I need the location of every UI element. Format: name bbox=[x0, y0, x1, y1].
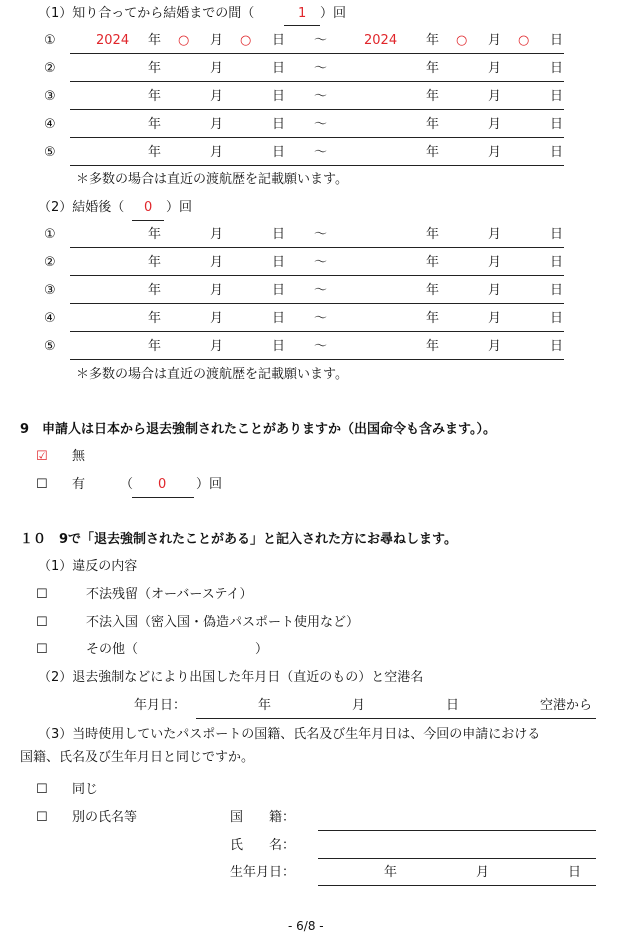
note-1: ＊多数の場合は直近の渡航歴を記載願います。 bbox=[76, 172, 348, 187]
violation-other-checkbox[interactable]: ☐ bbox=[36, 642, 48, 657]
row-number: ① bbox=[44, 227, 56, 242]
to-month-value[interactable]: ○ bbox=[456, 33, 468, 48]
passport-question-line2: 国籍、氏名及び生年月日と同じですか。 bbox=[20, 750, 255, 765]
from-day-unit: 日 bbox=[272, 227, 286, 242]
travel-row bbox=[0, 111, 627, 139]
row-underline[interactable] bbox=[70, 165, 564, 166]
from-month-unit: 月 bbox=[210, 117, 224, 132]
deport-paren-open: （ bbox=[120, 477, 134, 492]
to-year-value[interactable]: 2024 bbox=[364, 33, 398, 48]
row-number: ② bbox=[44, 255, 56, 270]
from-year-unit: 年 bbox=[148, 311, 162, 326]
from-month-unit: 月 bbox=[210, 339, 224, 354]
departure-month-unit: 月 bbox=[352, 698, 366, 713]
violation-illegal-entry-label: 不法入国（密入国・偽造パスポート使用など） bbox=[86, 615, 360, 630]
to-year-unit: 年 bbox=[426, 311, 440, 326]
range-tilde: 〜 bbox=[314, 61, 328, 76]
to-month-unit: 月 bbox=[488, 61, 502, 76]
row-underline[interactable] bbox=[70, 247, 564, 248]
row-number: ① bbox=[44, 33, 56, 48]
dob-day-unit: 日 bbox=[568, 865, 582, 880]
violation-heading: （1）違反の内容 bbox=[38, 559, 138, 574]
row-number: ④ bbox=[44, 117, 56, 132]
from-month-unit: 月 bbox=[210, 227, 224, 242]
to-month-unit: 月 bbox=[488, 145, 502, 160]
travel-row bbox=[0, 83, 627, 111]
travel-row bbox=[0, 305, 627, 333]
travel-row bbox=[0, 55, 627, 83]
q1-suffix: ）回 bbox=[320, 6, 347, 21]
q1-count[interactable]: 1 bbox=[298, 6, 307, 21]
from-day-unit: 日 bbox=[272, 339, 286, 354]
from-month-unit: 月 bbox=[210, 33, 224, 48]
from-year-unit: 年 bbox=[148, 339, 162, 354]
range-tilde: 〜 bbox=[314, 117, 328, 132]
row-number: ② bbox=[44, 61, 56, 76]
to-month-unit: 月 bbox=[488, 283, 502, 298]
from-month-unit: 月 bbox=[210, 145, 224, 160]
travel-row bbox=[0, 277, 627, 305]
to-month-unit: 月 bbox=[488, 255, 502, 270]
violation-overstay-checkbox[interactable]: ☐ bbox=[36, 587, 48, 602]
from-day-unit: 日 bbox=[272, 311, 286, 326]
from-year-unit: 年 bbox=[148, 255, 162, 270]
range-tilde: 〜 bbox=[314, 255, 328, 270]
from-month-unit: 月 bbox=[210, 255, 224, 270]
nationality-label: 国 籍： bbox=[230, 810, 296, 825]
row-number: ③ bbox=[44, 89, 56, 104]
range-tilde: 〜 bbox=[314, 145, 328, 160]
deport-count-underline bbox=[132, 497, 194, 498]
q2-suffix: ）回 bbox=[166, 200, 193, 215]
dob-month-unit: 月 bbox=[476, 865, 490, 880]
to-month-unit: 月 bbox=[488, 227, 502, 242]
from-day-unit: 日 bbox=[272, 283, 286, 298]
from-year-unit: 年 bbox=[148, 61, 162, 76]
passport-same-label: 同じ bbox=[72, 782, 99, 797]
to-month-unit: 月 bbox=[488, 117, 502, 132]
departure-date-line[interactable] bbox=[196, 718, 596, 719]
to-day-unit: 日 bbox=[550, 89, 564, 104]
row-number: ③ bbox=[44, 283, 56, 298]
from-year-unit: 年 bbox=[148, 283, 162, 298]
to-month-unit: 月 bbox=[488, 311, 502, 326]
departure-day-unit: 日 bbox=[446, 698, 460, 713]
section10-title: １０ 9で「退去強制されたことがある」と記入された方にお尋ねします。 bbox=[20, 532, 458, 547]
violation-overstay-label: 不法残留（オーバーステイ） bbox=[86, 587, 253, 602]
to-day-value[interactable]: ○ bbox=[518, 33, 530, 48]
deport-count[interactable]: 0 bbox=[158, 477, 167, 492]
from-month-value[interactable]: ○ bbox=[178, 33, 190, 48]
passport-different-checkbox[interactable]: ☐ bbox=[36, 810, 48, 825]
travel-row bbox=[0, 249, 627, 277]
deport-yes-checkbox[interactable]: ☐ bbox=[36, 477, 48, 492]
to-day-unit: 日 bbox=[550, 33, 564, 48]
from-month-unit: 月 bbox=[210, 311, 224, 326]
to-day-unit: 日 bbox=[550, 311, 564, 326]
passport-different-label: 別の氏名等 bbox=[72, 810, 138, 825]
to-day-unit: 日 bbox=[550, 227, 564, 242]
range-tilde: 〜 bbox=[314, 339, 328, 354]
to-month-unit: 月 bbox=[488, 89, 502, 104]
to-year-unit: 年 bbox=[426, 227, 440, 242]
to-day-unit: 日 bbox=[550, 117, 564, 132]
range-tilde: 〜 bbox=[314, 227, 328, 242]
range-tilde: 〜 bbox=[314, 283, 328, 298]
dob-label: 生年月日： bbox=[230, 865, 296, 880]
deport-paren-close: ）回 bbox=[196, 477, 223, 492]
q2-count[interactable]: 0 bbox=[144, 200, 153, 215]
departure-year-unit: 年 bbox=[258, 698, 272, 713]
range-tilde: 〜 bbox=[314, 33, 328, 48]
deport-none-checkbox[interactable]: ☑ bbox=[36, 449, 48, 464]
violation-illegal-entry-checkbox[interactable]: ☐ bbox=[36, 615, 48, 630]
range-tilde: 〜 bbox=[314, 89, 328, 104]
from-year-value[interactable]: 2024 bbox=[96, 33, 130, 48]
from-day-unit: 日 bbox=[272, 255, 286, 270]
row-underline[interactable] bbox=[70, 359, 564, 360]
deport-none-label: 無 bbox=[72, 449, 86, 464]
from-year-unit: 年 bbox=[148, 145, 162, 160]
to-day-unit: 日 bbox=[550, 339, 564, 354]
travel-row bbox=[0, 27, 627, 55]
from-year-unit: 年 bbox=[148, 117, 162, 132]
row-underline[interactable] bbox=[70, 275, 564, 276]
nationality-line[interactable] bbox=[318, 830, 596, 831]
to-day-unit: 日 bbox=[550, 61, 564, 76]
from-year-unit: 年 bbox=[148, 33, 162, 48]
passport-same-checkbox[interactable]: ☐ bbox=[36, 782, 48, 797]
row-underline[interactable] bbox=[70, 137, 564, 138]
from-day-unit: 日 bbox=[272, 61, 286, 76]
section9-title: 9 申請人は日本から退去強制されたことがありますか（出国命令も含みます。）。 bbox=[20, 422, 497, 437]
row-underline[interactable] bbox=[70, 331, 564, 332]
row-number: ⑤ bbox=[44, 145, 56, 160]
q1-count-underline bbox=[284, 25, 320, 26]
name-line[interactable] bbox=[318, 858, 596, 859]
departure-date-label: 年月日： bbox=[134, 698, 187, 713]
note-2: ＊多数の場合は直近の渡航歴を記載願います。 bbox=[76, 367, 348, 382]
name-label: 氏 名： bbox=[230, 838, 296, 853]
to-year-unit: 年 bbox=[426, 283, 440, 298]
to-year-unit: 年 bbox=[426, 61, 440, 76]
dob-year-unit: 年 bbox=[384, 865, 398, 880]
to-year-unit: 年 bbox=[426, 145, 440, 160]
travel-row bbox=[0, 333, 627, 361]
deport-yes-label: 有 bbox=[72, 477, 86, 492]
travel-row bbox=[0, 139, 627, 167]
dob-line[interactable] bbox=[318, 885, 596, 886]
q1-prefix: （1）知り合ってから結婚までの間（ bbox=[38, 6, 255, 21]
to-day-unit: 日 bbox=[550, 145, 564, 160]
row-number: ④ bbox=[44, 311, 56, 326]
from-day-value[interactable]: ○ bbox=[240, 33, 252, 48]
from-month-unit: 月 bbox=[210, 61, 224, 76]
from-day-unit: 日 bbox=[272, 117, 286, 132]
to-day-unit: 日 bbox=[550, 283, 564, 298]
from-year-unit: 年 bbox=[148, 227, 162, 242]
to-month-unit: 月 bbox=[488, 33, 502, 48]
from-day-unit: 日 bbox=[272, 145, 286, 160]
to-year-unit: 年 bbox=[426, 339, 440, 354]
passport-question-line1: （3）当時使用していたパスポートの国籍、氏名及び生年月日は、今回の申請における bbox=[38, 727, 541, 742]
from-month-unit: 月 bbox=[210, 283, 224, 298]
row-underline[interactable] bbox=[70, 81, 564, 82]
violation-other-label: その他（ ） bbox=[86, 642, 269, 657]
page-number: - 6/8 - bbox=[288, 919, 324, 933]
to-day-unit: 日 bbox=[550, 255, 564, 270]
to-year-unit: 年 bbox=[426, 255, 440, 270]
from-year-unit: 年 bbox=[148, 89, 162, 104]
row-number: ⑤ bbox=[44, 339, 56, 354]
to-month-unit: 月 bbox=[488, 339, 502, 354]
row-underline[interactable] bbox=[70, 53, 564, 54]
travel-row bbox=[0, 221, 627, 249]
from-month-unit: 月 bbox=[210, 89, 224, 104]
to-year-unit: 年 bbox=[426, 33, 440, 48]
departure-date-heading: （2）退去強制などにより出国した年月日（直近のもの）と空港名 bbox=[38, 670, 424, 685]
q2-prefix: （2）結婚後（ bbox=[38, 200, 125, 215]
range-tilde: 〜 bbox=[314, 311, 328, 326]
departure-airport-suffix: 空港から bbox=[540, 698, 593, 713]
from-day-unit: 日 bbox=[272, 33, 286, 48]
from-day-unit: 日 bbox=[272, 89, 286, 104]
to-year-unit: 年 bbox=[426, 117, 440, 132]
row-underline[interactable] bbox=[70, 303, 564, 304]
row-underline[interactable] bbox=[70, 109, 564, 110]
to-year-unit: 年 bbox=[426, 89, 440, 104]
